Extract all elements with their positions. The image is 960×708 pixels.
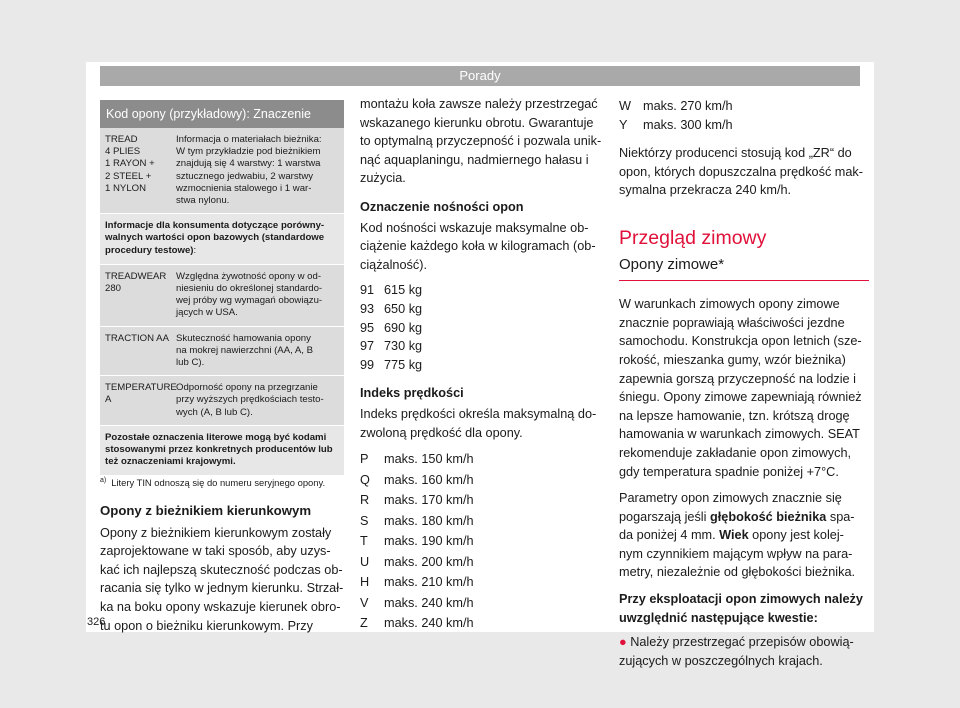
tire-code: TREAD 4 PLIES 1 RAYON + 2 STEEL + 1 NYLON [105, 134, 155, 194]
tire-code-table [100, 100, 344, 476]
list-item: V maks. 240 km/h [360, 595, 474, 610]
directional-tires-section: Opony z bieżnikiem kierunkowym Opony z bieżnikiem kierunkowym zostały zaprojektowane w taki sposób, aby uzys- kać ich najlepszą skuteczność podczas ob- racania się tylko w jednym kierunku. Strzał- ka na boku opony wskazuje kierunek obro- tu opon o bieżniku kierunkowym. Przy [100, 502, 350, 635]
bullet-item: ● Należy przestrzegać przepisów obowią- zujących w poszczególnych krajach. [619, 635, 854, 668]
tire-code-meaning: Informacja o materiałach bieżnika: W tym przykładzie pod bieżnikiem znajdują się 4 warstwy: 1 warstwa sztucznego jedwabiu, 2 warstwy wzmocnienia stalowego i 1 war- stwa nylonu. [176, 134, 322, 207]
tire-code-meaning: Skuteczność hamowania opony na mokrej nawierzchni (AA, A, B lub C). [176, 332, 314, 369]
list-item: W maks. 270 km/h [619, 99, 733, 113]
tire-code: TREADWEAR 280 [105, 270, 167, 295]
table-row [100, 265, 344, 327]
tire-code: TRACTION AA [105, 332, 169, 344]
page-number: 326 [87, 616, 106, 628]
list-item: 91 615 kg [360, 283, 423, 298]
list-item: Z maks. 240 km/h [360, 616, 474, 631]
page-header: Porady [100, 66, 860, 86]
table-row [100, 327, 344, 377]
table-footnote: $^{a)}$ Litery TIN odnoszą się do numeru seryjnego opony. [100, 477, 326, 489]
table-span-row: Pozostałe oznaczenia literowe mogą być kodami stosowanymi przez konkretnych producentów lub też oznaczeniami krajowymi. [100, 426, 344, 477]
section-heading: Opony z bieżnikiem kierunkowym [100, 503, 312, 518]
list-item: Y maks. 300 km/h [619, 117, 733, 132]
load-index-list [360, 281, 610, 374]
table-heading: Kod opony (przykładowy): Znaczenie [100, 100, 344, 128]
bullet-icon: ● [619, 635, 627, 650]
list-item: H maks. 210 km/h [360, 575, 474, 590]
list-item: 93 650 kg [360, 301, 423, 316]
list-item: S maks. 180 km/h [360, 513, 474, 528]
list-item: 97 730 kg [360, 339, 423, 354]
table-row [100, 128, 344, 214]
list-item: U maks. 200 km/h [360, 554, 474, 569]
list-item: P maks. 150 km/h [360, 452, 474, 467]
table-span-row: Informacje dla konsumenta dotyczące porówny- walnych wartości opon bazowych (standardowe procedury testowe): [100, 214, 344, 265]
list-item: R maks. 170 km/h [360, 493, 474, 508]
load-index-heading: Oznaczenie nośności opon [360, 199, 524, 214]
speed-index-list-cont [619, 97, 869, 134]
speed-index-heading: Indeks prędkości [360, 386, 464, 401]
list-item: 95 690 kg [360, 320, 423, 335]
list-item: Q maks. 160 km/h [360, 472, 474, 487]
speed-index-list [360, 449, 610, 634]
tire-code: TEMPERATURE A [105, 382, 177, 406]
tire-code-meaning: Odporność opony na przegrzanie przy wyższych prędkościach testo- wych (A, B lub C). [176, 382, 324, 418]
tire-code-meaning: Względna żywotność opony w od- niesieniu do określonej standardo- wej próby wg wymagań obowiązu- jących w USA. [176, 270, 323, 319]
list-item: T maks. 190 km/h [360, 534, 474, 549]
table-row [100, 376, 344, 426]
subsection-title: Opony zimowe* [619, 256, 869, 282]
list-item: 99 775 kg [360, 357, 423, 372]
section-title: Przegląd zimowy [619, 226, 767, 249]
middle-column: montażu koła zawsze należy przestrzegać wskazanego kierunku obrotu. Gwarantuje to optymalną przyczepność i pozwala unik- nąć aquaplaningu, nadmiernego hałasu i zużycia. Oznaczenie nośności opon Kod nośności wskazuje maksymalne ob- ciążenie każdego koła w kilogramach (ob- ciążalność). 91 615 kg 93 650 kg 95 690 kg 97 730 kg 99 775 kg Indeks prędkości Indeks prędkości określa maksymalną do- zwoloną prędkość dla opony. P maks. 150 km/h Q maks. 160 km/h R maks. 170 km/h S maks. 180 km/h T maks. 190 km/h U maks. 200 km/h H maks. 210 km/h V maks. 240 km/h Z maks. 240 km/h [360, 95, 610, 634]
right-column: W maks. 270 km/h Y maks. 300 km/h Niektórzy producenci stosują kod „ZR“ do opon, których dopuszczalna prędkość mak- symalna przekracza 240 km/h. Przegląd zimowy Opony zimowe* W warunkach zimowych opony zimowe znacznie poprawiają właściwości jezdne samochodu. Konstrukcja opon letnich (sze- rokość, mieszanka gumy, wzór bieżnika) zapewnia gorszą przyczepność na lodzie i śniegu. Opony zimowe zapewniają również na lepsze hamowanie, tzn. krótszą drogę hamowania w warunkach zimowych. SEAT rekomenduje zakładanie opon zimowych, gdy temperatura spadnie poniżej +7°C. Parametry opon zimowych znacznie się pogarszają jeśli głębokość bieżnika spa- da poniżej 4 mm. Wiek opony jest kolej- nym czynnikiem mającym wpływ na para- metry, niezależnie od głębokości bieżnika. Przy eksploatacji opon zimowych należy uwzględnić następujące kwestie: ● Należy przestrzegać przepisów obowią- zujących w poszczególnych krajach. [619, 97, 869, 670]
